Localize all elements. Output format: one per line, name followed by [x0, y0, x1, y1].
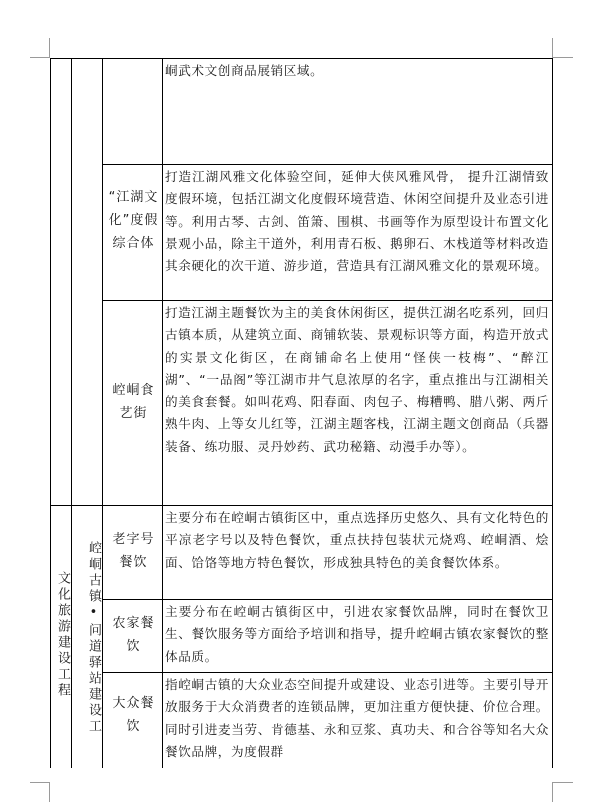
table-border-top: [50, 58, 553, 59]
crop-mark-top-right-h: [553, 57, 573, 58]
row-divider-2: [102, 300, 553, 301]
row-label: 崆峒食艺街: [112, 383, 155, 421]
crop-mark-bottom-right-v: [552, 782, 553, 802]
row-content: 峒武术文创商品展销区域。: [165, 63, 324, 78]
crop-mark-bottom-left-h: [30, 782, 50, 783]
section-category-label: 文化旅游建设工程: [55, 571, 70, 699]
row-divider-1: [102, 164, 553, 165]
row-content: 打造江湖主题餐饮为主的美食休闲街区，提供江湖名吃系列，回归古镇本质，从建筑立面、商铺软装、景观标识等方面，构造开放式的实景文化街区，在商铺命名上使用“怪侠一枝梅”、“醉江湖”、“一品阁”等江湖市井气息浓厚的名字，重点推出与江湖相关的美食套餐。如叫花鸡、阳春面、肉包子、梅糟鸭、腊八粥、两斤熟牛肉、上等女儿红等，江湖主题客栈，江湖主题文创商品（兵器装备、练功服、灵丹妙药、武功秘籍、动漫手办等）。: [165, 305, 549, 454]
crop-mark-top-right-v: [552, 38, 553, 58]
row-label: 大众餐饮: [112, 696, 155, 734]
row-content: 主要分布在崆峒古镇街区中，引进农家餐饮品牌，同时在餐饮卫生、餐饮服务等方面给予培训和指导，提升崆峒古镇农家餐饮的整体品质。: [165, 604, 549, 664]
section-divider: [50, 505, 553, 506]
crop-mark-top-left-h: [30, 57, 50, 58]
section-project-label: 崆峒古镇•问道驿站建设工: [86, 540, 101, 735]
crop-mark-bottom-right-h: [553, 782, 573, 783]
row-divider-3: [102, 599, 553, 600]
crop-mark-top-left-v: [49, 38, 50, 58]
row-label: “江湖文化”度假综合体: [108, 190, 159, 251]
row-divider-4: [102, 672, 553, 673]
row-content: 指崆峒古镇的大众业态空间提升或建设、业态引进等。主要引导开放服务于大众消费者的连锁品牌，更加注重方便快捷、价位合理。同时引进麦当劳、肯德基、永和豆浆、真功夫、和合谷等知名大众餐饮品牌，为度假群: [165, 677, 549, 759]
row-label: 老字号餐饮: [112, 532, 155, 570]
row-label: 农家餐饮: [112, 616, 155, 654]
row-content: 主要分布在崆峒古镇街区中，重点选择历史悠久、具有文化特色的平凉老字号以及特色餐饮，重点扶持包装状元烧鸡、崆峒酒、烩面、饸饹等地方特色餐饮，形成独具特色的美食餐饮体系。: [165, 510, 549, 570]
row-content: 打造江湖风雅文化体验空间，延伸大侠风雅风骨， 提升江湖情致度假环境，包括江湖文化度假环境营造、休闲空间提升及业态引进等。利用古琴、古剑、笛箫、围棋、书画等作为原型设计布置文化景观小品，除主干道外，利用青石板、鹅卵石、木栈道等材料改造其余硬化的次干道、游步道，营造具有江湖风雅文化的景观环境。: [165, 169, 549, 274]
crop-mark-bottom-left-v: [49, 782, 50, 802]
